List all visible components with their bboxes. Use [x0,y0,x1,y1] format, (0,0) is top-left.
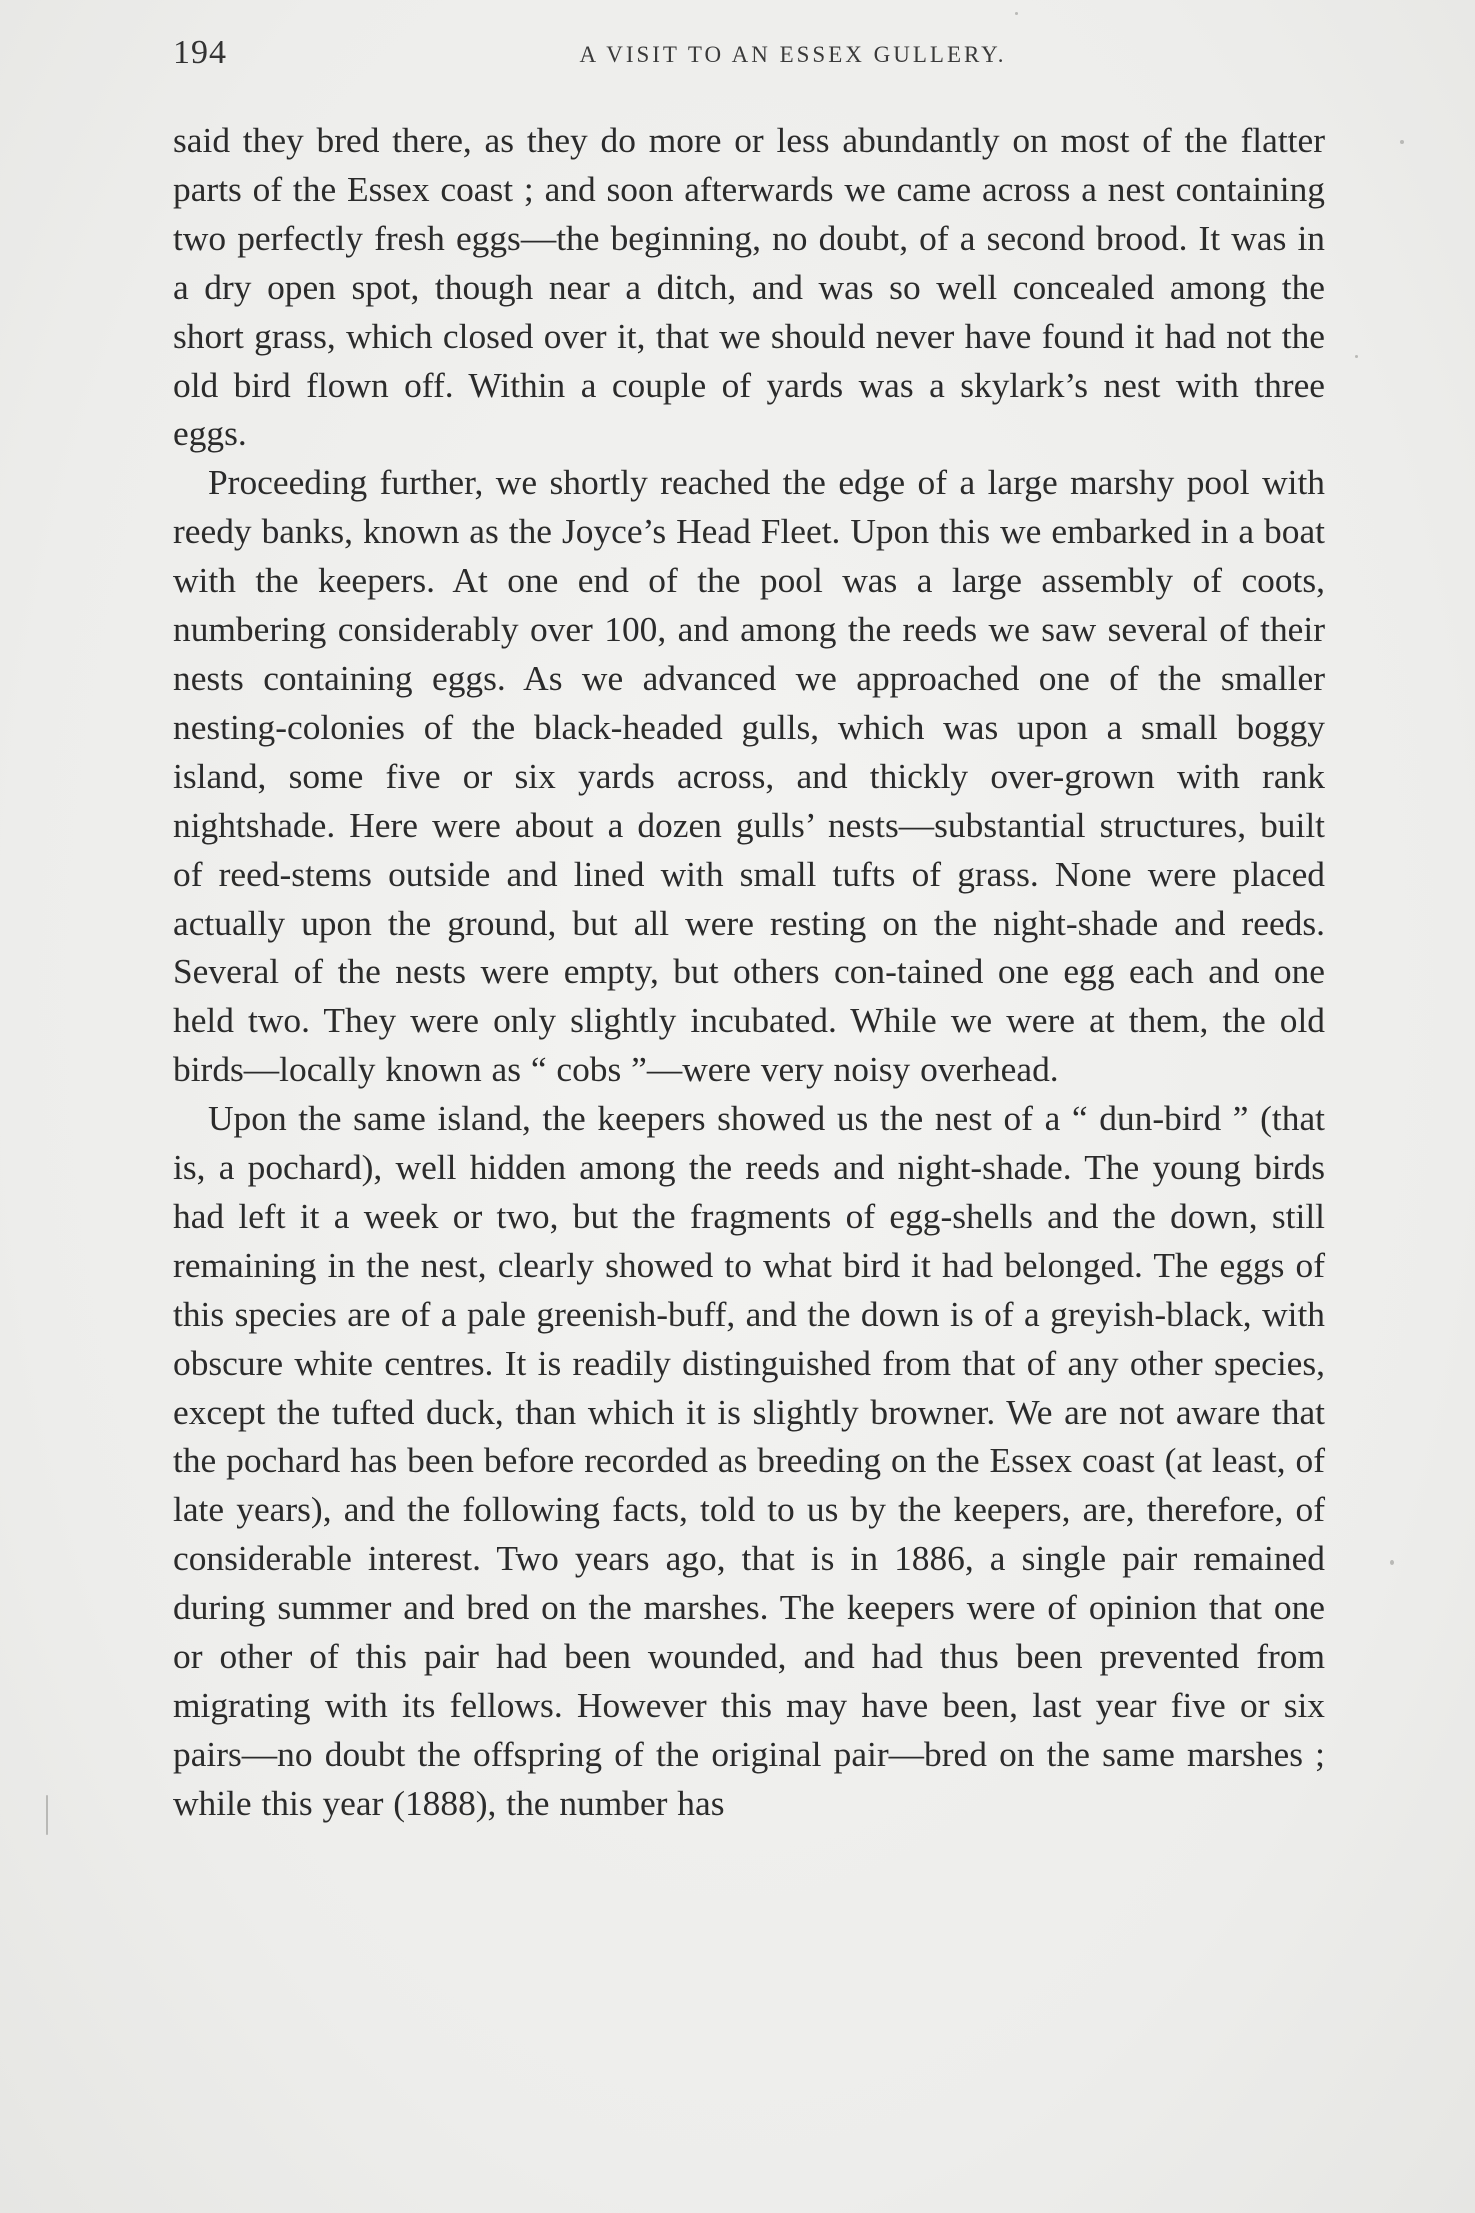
paper-speck [1355,355,1358,358]
paragraph-2: Proceeding further, we shortly reached the edge of a large marshy pool with reedy banks, known as the Joyce’s Head Fleet. Upon this we embarked in a boat with the keepers. At one end of the pool was a large assembly of coots, numbering considerably over 100, and among the reeds we saw several of their nests containing eggs. As we advanced we approached one of the smaller nesting-colonies of the black-headed gulls, which was upon a small boggy island, some five or six yards across, and thickly over-grown with rank nightshade. Here were about a dozen gulls’ nests—substantial structures, built of reed-stems outside and lined with small tufts of grass. None were placed actually upon the ground, but all were resting on the night-shade and reeds. Several of the nests were empty, but others con-tained one egg each and one held two. They were only slightly incubated. While we were at them, the old birds—locally known as “ cobs ”—were very noisy overhead. [173,462,1325,1090]
paragraph-3: Upon the same island, the keepers showed us the nest of a “ dun-bird ” (that is, a pochard), well hidden among the reeds and night-shade. The young birds had left it a week or two, but the fragments of egg-shells and the down, still remaining in the nest, clearly showed to what bird it had belonged. The eggs of this species are of a pale greenish-buff, and the down is of a greyish-black, with obscure white centres. It is readily distinguished from that of any other species, except the tufted duck, than which it is slightly browner. We are not aware that the pochard has been before recorded as breeding on the Essex coast (at least, of late years), and the following facts, told to us by the keepers, are, therefore, of considerable interest. Two years ago, that is in 1886, a single pair remained during summer and bred on the marshes. The keepers were of opinion that one or other of this pair had been wounded, and had thus been prevented from migrating with its fellows. However this may have been, last year five or six pairs—no doubt the offspring of the original pair—bred on the same marshes ; while this year (1888), the number has [173,1098,1325,1823]
paper-speck [1400,140,1404,144]
page-number: 194 [173,34,227,71]
paragraph-1: said they bred there, as they do more or less abundantly on most of the flatter parts of the Essex coast ; and soon afterwards we came across a nest containing two perfectly fresh eggs—the beginning, no doubt, of a second brood. It was in a dry open spot, though near a ditch, and was so well concealed among the short grass, which closed over it, that we should never have found it had not the old bird flown off. Within a couple of yards was a skylark’s nest with three eggs. [173,120,1325,454]
page-header [173,34,1323,84]
running-head: A VISIT TO AN ESSEX GULLERY. [579,42,1007,67]
paper-speck [1390,1560,1394,1565]
paper-speck [1015,12,1018,15]
paper-speck [46,1795,48,1835]
body-text [173,116,1325,1828]
